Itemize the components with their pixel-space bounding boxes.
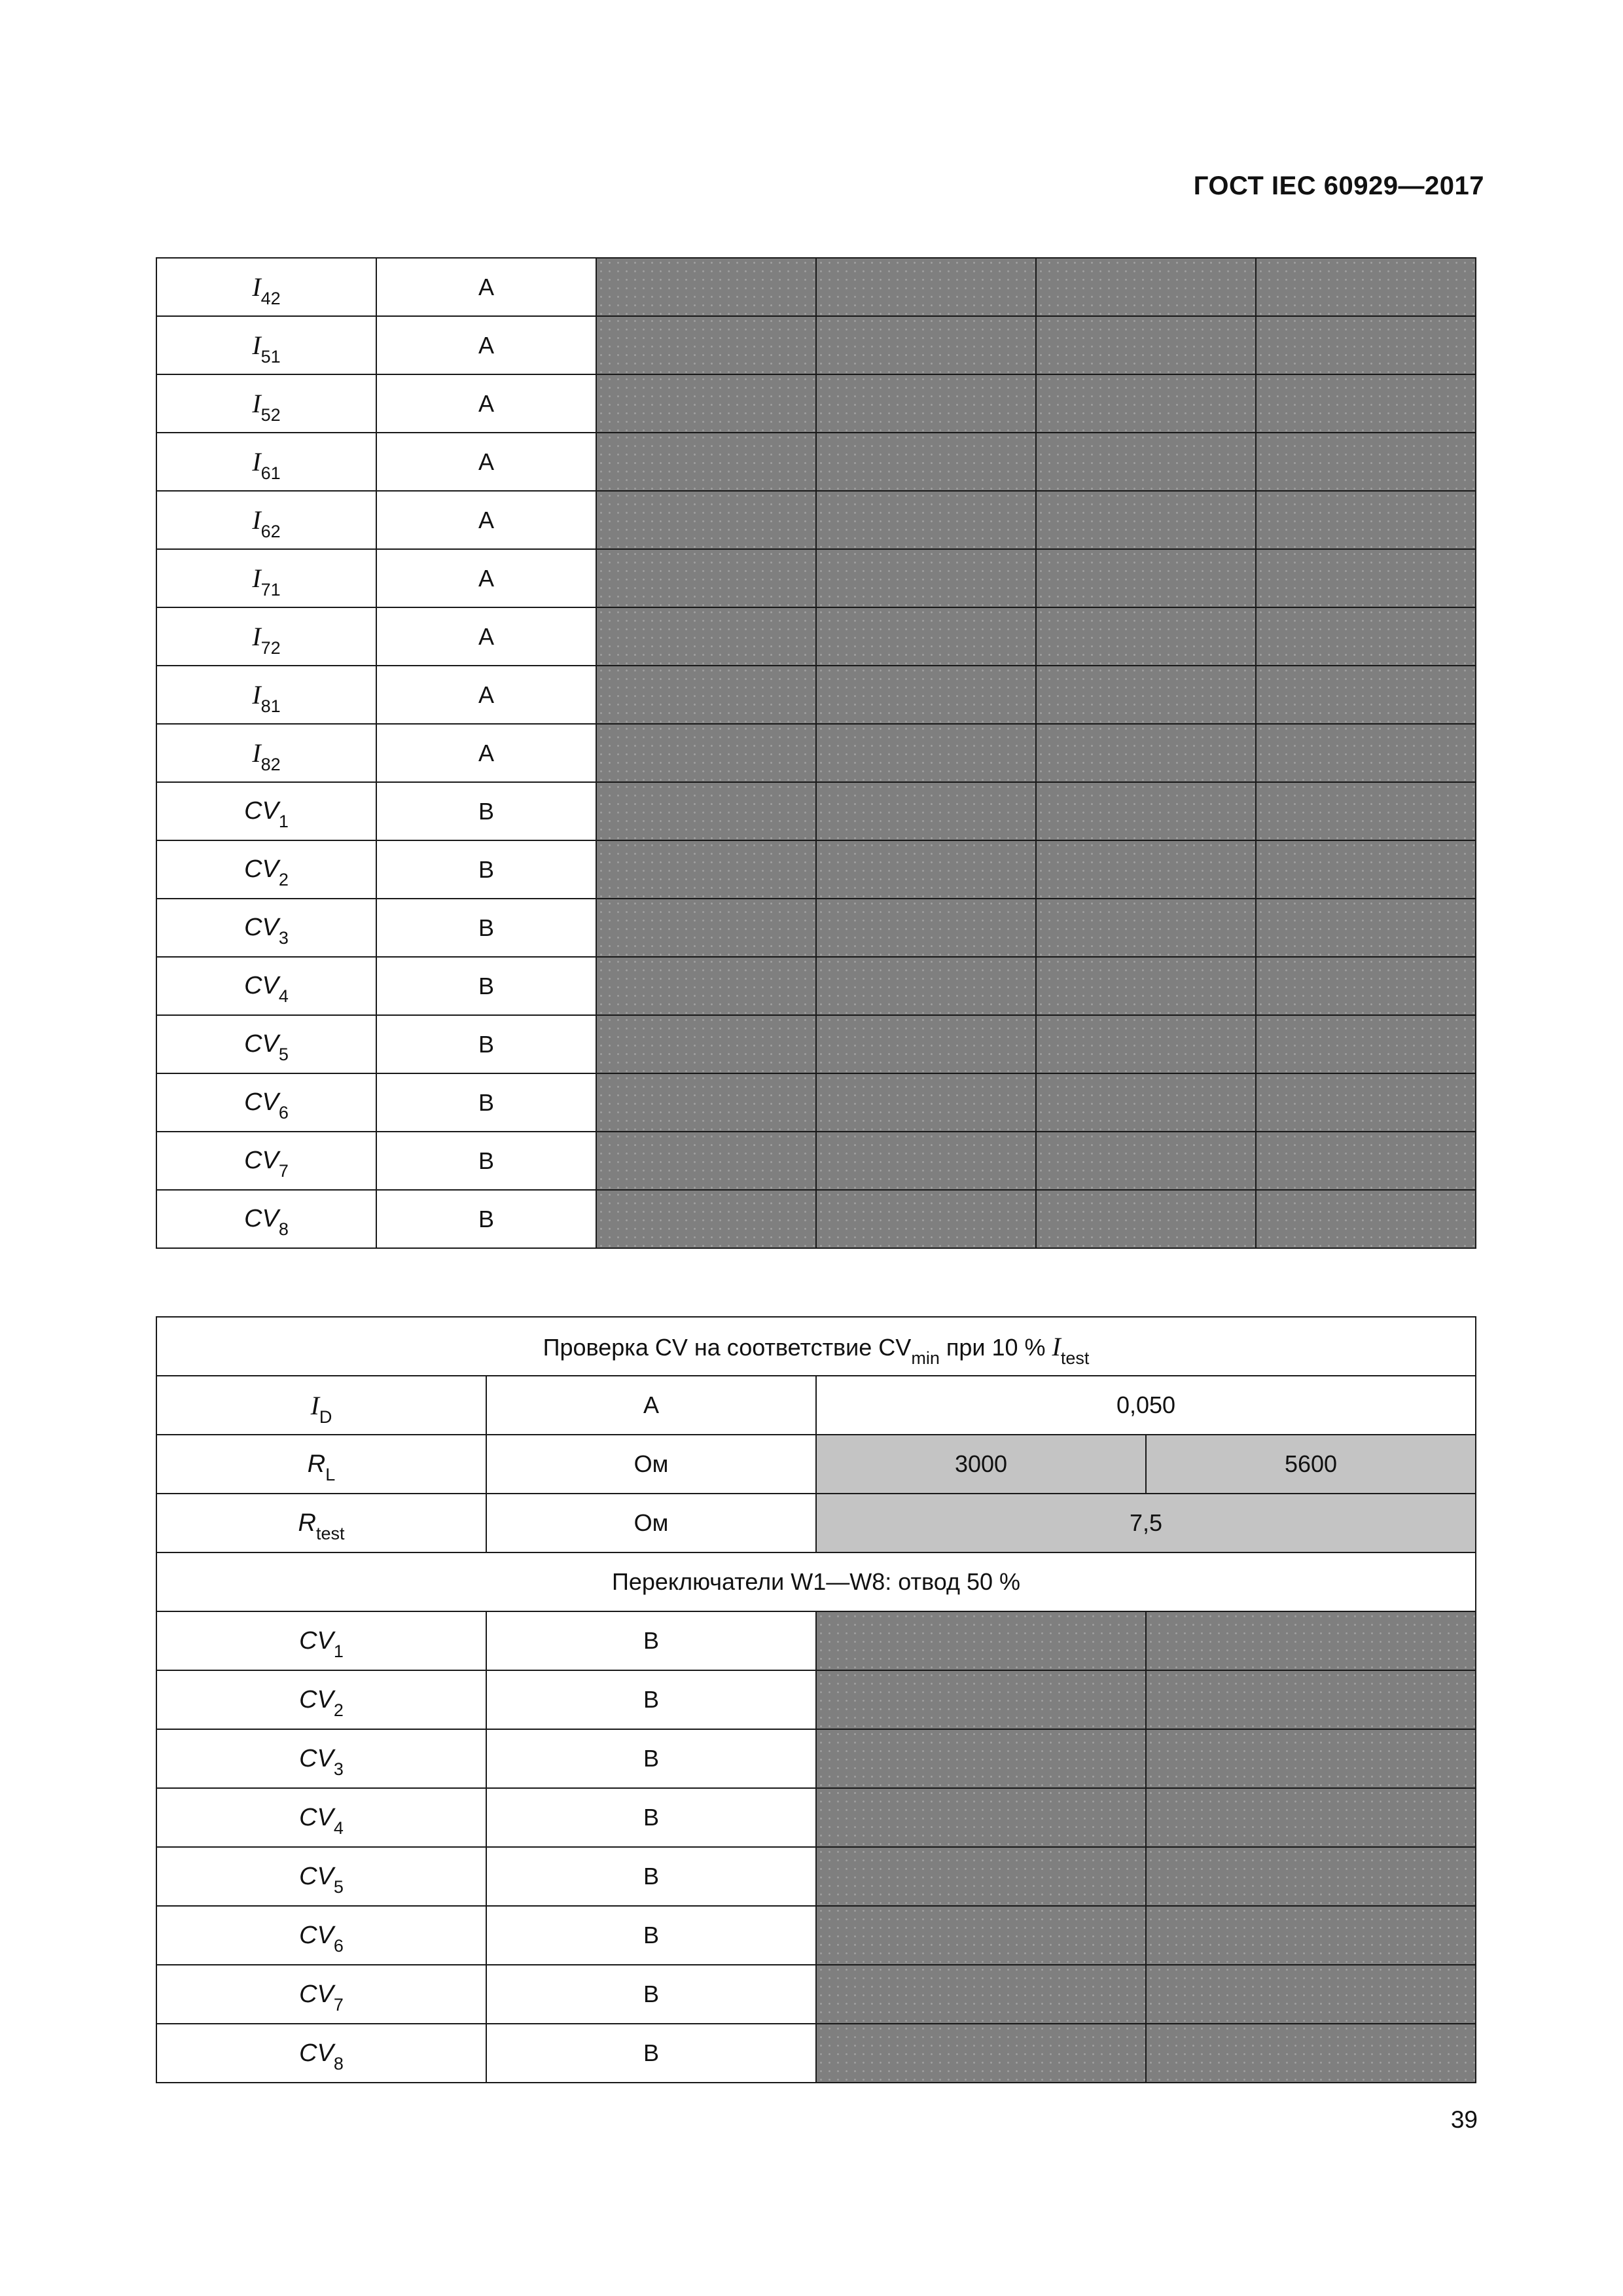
- measurement-table: [156, 257, 1476, 1249]
- unit-cell: Ом: [486, 1494, 816, 1552]
- shaded-cell: [816, 899, 1036, 957]
- shaded-cell: [596, 1190, 816, 1248]
- title-subscript-min: min: [911, 1348, 940, 1368]
- param-subscript: 1: [333, 1641, 344, 1661]
- document-header: ГОСТ IEC 60929—2017: [1193, 171, 1484, 200]
- unit-cell: В: [376, 899, 596, 957]
- param-cell: [156, 607, 376, 666]
- param-symbol: CV: [244, 972, 279, 999]
- shaded-cell: [1256, 549, 1476, 607]
- param-subscript: 8: [278, 1219, 289, 1239]
- param-cell: [156, 782, 376, 840]
- table-row: [156, 1435, 1476, 1494]
- unit-cell: В: [376, 957, 596, 1015]
- shaded-cell: [1256, 1015, 1476, 1073]
- param-subscript: 42: [260, 289, 281, 308]
- shaded-cell: [816, 1611, 1146, 1670]
- param-subscript: 3: [333, 1759, 344, 1779]
- unit-cell: В: [376, 1190, 596, 1248]
- param-cell: [156, 549, 376, 607]
- shaded-cell: [596, 1132, 816, 1190]
- param-symbol: I: [252, 738, 261, 768]
- param-subscript: 7: [333, 1994, 344, 2015]
- param-symbol: CV: [244, 855, 279, 883]
- unit-cell: А: [376, 316, 596, 374]
- param-cell: [156, 666, 376, 724]
- param-subscript: 6: [278, 1103, 289, 1122]
- shaded-cell: [1256, 433, 1476, 491]
- param-subscript: L: [325, 1464, 336, 1484]
- table-row: [156, 1611, 1476, 1670]
- param-subscript: 4: [333, 1818, 344, 1838]
- shaded-cell: [1036, 433, 1256, 491]
- param-subscript: 72: [260, 638, 281, 658]
- cv-check-table: [156, 1316, 1476, 2083]
- table-row: [156, 549, 1476, 607]
- page-number: 39: [1450, 2106, 1478, 2133]
- param-cell: [156, 1965, 486, 2024]
- shaded-cell: [1256, 1073, 1476, 1132]
- param-symbol: CV: [244, 1205, 279, 1232]
- unit-cell: В: [376, 840, 596, 899]
- param-cell: [156, 840, 376, 899]
- shaded-cell: [1256, 374, 1476, 433]
- param-symbol: CV: [299, 1921, 334, 1949]
- table-row: [156, 258, 1476, 316]
- shaded-cell: [816, 1965, 1146, 2024]
- param-symbol: I: [252, 447, 261, 476]
- shaded-cell: [1036, 957, 1256, 1015]
- unit-cell: В: [486, 1906, 816, 1965]
- shaded-cell: [596, 374, 816, 433]
- shaded-cell: [596, 433, 816, 491]
- table-row: [156, 1190, 1476, 1248]
- param-symbol: I: [252, 505, 261, 535]
- shaded-cell: [596, 840, 816, 899]
- param-symbol: I: [252, 622, 261, 651]
- unit-cell: Ом: [486, 1435, 816, 1494]
- value-cell: 5600: [1146, 1435, 1476, 1494]
- table-row: [156, 1494, 1476, 1552]
- param-symbol: CV: [244, 1030, 279, 1058]
- unit-cell: В: [486, 1670, 816, 1729]
- shaded-cell: [596, 957, 816, 1015]
- shaded-cell: [1146, 1788, 1476, 1847]
- param-cell: [156, 433, 376, 491]
- unit-cell: В: [486, 1965, 816, 2024]
- shaded-cell: [1256, 1190, 1476, 1248]
- unit-cell: А: [376, 258, 596, 316]
- param-cell: [156, 1494, 486, 1552]
- shaded-cell: [596, 316, 816, 374]
- title-middle: при 10 %: [939, 1333, 1052, 1361]
- param-cell: [156, 374, 376, 433]
- unit-cell: А: [376, 433, 596, 491]
- title-prefix: Проверка CV на соответствие CV: [543, 1333, 912, 1361]
- param-subscript: 7: [278, 1161, 289, 1181]
- cv-check-table-body: [156, 1317, 1476, 2083]
- param-symbol: I: [252, 389, 261, 418]
- table-row: [156, 1965, 1476, 2024]
- shaded-cell: [596, 899, 816, 957]
- param-subscript: 61: [260, 463, 281, 483]
- cv-check-title: [156, 1317, 1476, 1376]
- param-cell: [156, 1190, 376, 1248]
- param-symbol: CV: [299, 1685, 334, 1713]
- shaded-cell: [816, 724, 1036, 782]
- unit-cell: А: [376, 666, 596, 724]
- param-subscript: 71: [260, 580, 281, 600]
- unit-cell: В: [486, 1729, 816, 1788]
- shaded-cell: [1036, 666, 1256, 724]
- table-row: [156, 724, 1476, 782]
- shaded-cell: [816, 1847, 1146, 1906]
- table-row: [156, 433, 1476, 491]
- table-row: [156, 957, 1476, 1015]
- shaded-cell: [1036, 1132, 1256, 1190]
- param-symbol: CV: [244, 914, 279, 941]
- shaded-cell: [1256, 607, 1476, 666]
- table-row: [156, 666, 1476, 724]
- shaded-cell: [1146, 1670, 1476, 1729]
- title-symbol: I: [1052, 1331, 1061, 1361]
- shaded-cell: [596, 1073, 816, 1132]
- unit-cell: В: [486, 1847, 816, 1906]
- table-row: [156, 1073, 1476, 1132]
- table-row: [156, 1376, 1476, 1435]
- param-subscript: 4: [278, 986, 289, 1006]
- param-subscript: 5: [333, 1876, 344, 1897]
- param-symbol: CV: [299, 1744, 334, 1772]
- shaded-cell: [816, 1788, 1146, 1847]
- unit-cell: В: [376, 1073, 596, 1132]
- shaded-cell: [1256, 782, 1476, 840]
- shaded-cell: [1146, 1906, 1476, 1965]
- shaded-cell: [816, 2024, 1146, 2083]
- param-cell: [156, 1670, 486, 1729]
- unit-cell: В: [486, 1788, 816, 1847]
- param-symbol: CV: [299, 2039, 334, 2067]
- shaded-cell: [596, 258, 816, 316]
- param-symbol: CV: [299, 1803, 334, 1831]
- shaded-cell: [816, 1132, 1036, 1190]
- param-cell: [156, 1729, 486, 1788]
- shaded-cell: [816, 374, 1036, 433]
- shaded-cell: [1256, 258, 1476, 316]
- shaded-cell: [816, 491, 1036, 549]
- unit-cell: А: [376, 491, 596, 549]
- param-symbol: R: [298, 1509, 316, 1537]
- shaded-cell: [1256, 724, 1476, 782]
- param-symbol: CV: [299, 1980, 334, 2008]
- param-cell: [156, 1376, 486, 1435]
- shaded-cell: [816, 316, 1036, 374]
- shaded-cell: [1256, 666, 1476, 724]
- unit-cell: А: [376, 549, 596, 607]
- param-subscript: 1: [278, 812, 289, 831]
- shaded-cell: [596, 724, 816, 782]
- unit-cell: А: [376, 607, 596, 666]
- shaded-cell: [1036, 316, 1256, 374]
- param-cell: [156, 491, 376, 549]
- param-cell: [156, 1906, 486, 1965]
- table-row: [156, 607, 1476, 666]
- param-subscript: 6: [333, 1935, 344, 1956]
- param-subscript: 3: [278, 928, 289, 948]
- shaded-cell: [596, 491, 816, 549]
- table-row: [156, 1552, 1476, 1611]
- param-symbol: CV: [299, 1626, 334, 1655]
- param-symbol: CV: [244, 1088, 279, 1116]
- shaded-cell: [816, 666, 1036, 724]
- shaded-cell: [1146, 1729, 1476, 1788]
- table-row: [156, 899, 1476, 957]
- param-cell: [156, 1132, 376, 1190]
- param-cell: [156, 1611, 486, 1670]
- shaded-cell: [1036, 782, 1256, 840]
- param-symbol: I: [310, 1390, 319, 1420]
- unit-cell: В: [376, 1015, 596, 1073]
- table-row: [156, 1847, 1476, 1906]
- shaded-cell: [1036, 1073, 1256, 1132]
- table-row: [156, 1015, 1476, 1073]
- shaded-cell: [1256, 316, 1476, 374]
- table-row: [156, 1670, 1476, 1729]
- shaded-cell: [816, 1190, 1036, 1248]
- shaded-cell: [816, 840, 1036, 899]
- param-cell: [156, 957, 376, 1015]
- param-subscript: 52: [260, 405, 281, 425]
- param-subscript: 2: [333, 1700, 344, 1720]
- param-symbol: CV: [244, 797, 279, 825]
- table-row: [156, 1317, 1476, 1376]
- param-subscript: 62: [260, 522, 281, 541]
- shaded-cell: [1256, 1132, 1476, 1190]
- shaded-cell: [1036, 607, 1256, 666]
- shaded-cell: [1256, 491, 1476, 549]
- shaded-cell: [1036, 899, 1256, 957]
- shaded-cell: [1146, 2024, 1476, 2083]
- shaded-cell: [816, 1670, 1146, 1729]
- param-cell: [156, 2024, 486, 2083]
- param-cell: [156, 724, 376, 782]
- table-row: [156, 840, 1476, 899]
- shaded-cell: [816, 549, 1036, 607]
- shaded-cell: [1036, 1190, 1256, 1248]
- param-symbol: I: [252, 680, 261, 709]
- table-row: [156, 2024, 1476, 2083]
- shaded-cell: [1036, 258, 1256, 316]
- shaded-cell: [816, 782, 1036, 840]
- table-row: [156, 374, 1476, 433]
- table-row: [156, 491, 1476, 549]
- param-cell: [156, 1847, 486, 1906]
- param-subscript: test: [315, 1523, 345, 1543]
- table-row: [156, 1906, 1476, 1965]
- shaded-cell: [596, 782, 816, 840]
- shaded-cell: [816, 607, 1036, 666]
- shaded-cell: [1256, 899, 1476, 957]
- shaded-cell: [816, 258, 1036, 316]
- shaded-cell: [1146, 1611, 1476, 1670]
- shaded-cell: [816, 433, 1036, 491]
- shaded-cell: [1036, 549, 1256, 607]
- param-symbol: I: [252, 331, 261, 360]
- unit-cell: В: [486, 1611, 816, 1670]
- shaded-cell: [596, 1015, 816, 1073]
- param-subscript: 5: [278, 1045, 289, 1064]
- shaded-cell: [1036, 840, 1256, 899]
- table-row: [156, 1788, 1476, 1847]
- switch-caption: Переключатели W1—W8: отвод 50 %: [156, 1552, 1476, 1611]
- param-cell: [156, 899, 376, 957]
- value-cell: 3000: [816, 1435, 1146, 1494]
- value-cell: 7,5: [816, 1494, 1476, 1552]
- table-row: [156, 1729, 1476, 1788]
- shaded-cell: [816, 1015, 1036, 1073]
- measurement-table-body: [156, 258, 1476, 1248]
- table-row: [156, 782, 1476, 840]
- shaded-cell: [816, 1073, 1036, 1132]
- unit-cell: В: [376, 782, 596, 840]
- shaded-cell: [816, 1906, 1146, 1965]
- shaded-cell: [596, 666, 816, 724]
- param-cell: [156, 258, 376, 316]
- shaded-cell: [1036, 491, 1256, 549]
- param-subscript: 8: [333, 2053, 344, 2073]
- shaded-cell: [596, 607, 816, 666]
- shaded-cell: [1256, 840, 1476, 899]
- shaded-cell: [1036, 724, 1256, 782]
- param-cell: [156, 1435, 486, 1494]
- param-cell: [156, 316, 376, 374]
- table-row: [156, 1132, 1476, 1190]
- shaded-cell: [1146, 1965, 1476, 2024]
- param-subscript: 82: [260, 755, 281, 774]
- param-symbol: I: [252, 564, 261, 593]
- shaded-cell: [1036, 374, 1256, 433]
- param-symbol: CV: [299, 1862, 334, 1890]
- shaded-cell: [1256, 957, 1476, 1015]
- shaded-cell: [1036, 1015, 1256, 1073]
- unit-cell: А: [376, 374, 596, 433]
- unit-cell: В: [486, 2024, 816, 2083]
- param-subscript: 81: [260, 696, 281, 716]
- param-cell: [156, 1073, 376, 1132]
- param-subscript: 51: [260, 347, 281, 367]
- shaded-cell: [1146, 1847, 1476, 1906]
- shaded-cell: [816, 957, 1036, 1015]
- shaded-cell: [596, 549, 816, 607]
- param-symbol: CV: [244, 1147, 279, 1174]
- param-cell: [156, 1788, 486, 1847]
- param-subscript: 2: [278, 870, 289, 889]
- param-symbol: I: [252, 272, 261, 302]
- param-cell: [156, 1015, 376, 1073]
- table-row: [156, 316, 1476, 374]
- title-subscript-test: test: [1060, 1348, 1090, 1368]
- param-symbol: R: [307, 1450, 326, 1478]
- unit-cell: А: [486, 1376, 816, 1435]
- unit-cell: В: [376, 1132, 596, 1190]
- shaded-cell: [816, 1729, 1146, 1788]
- param-subscript: D: [319, 1407, 332, 1427]
- unit-cell: А: [376, 724, 596, 782]
- value-cell: 0,050: [816, 1376, 1476, 1435]
